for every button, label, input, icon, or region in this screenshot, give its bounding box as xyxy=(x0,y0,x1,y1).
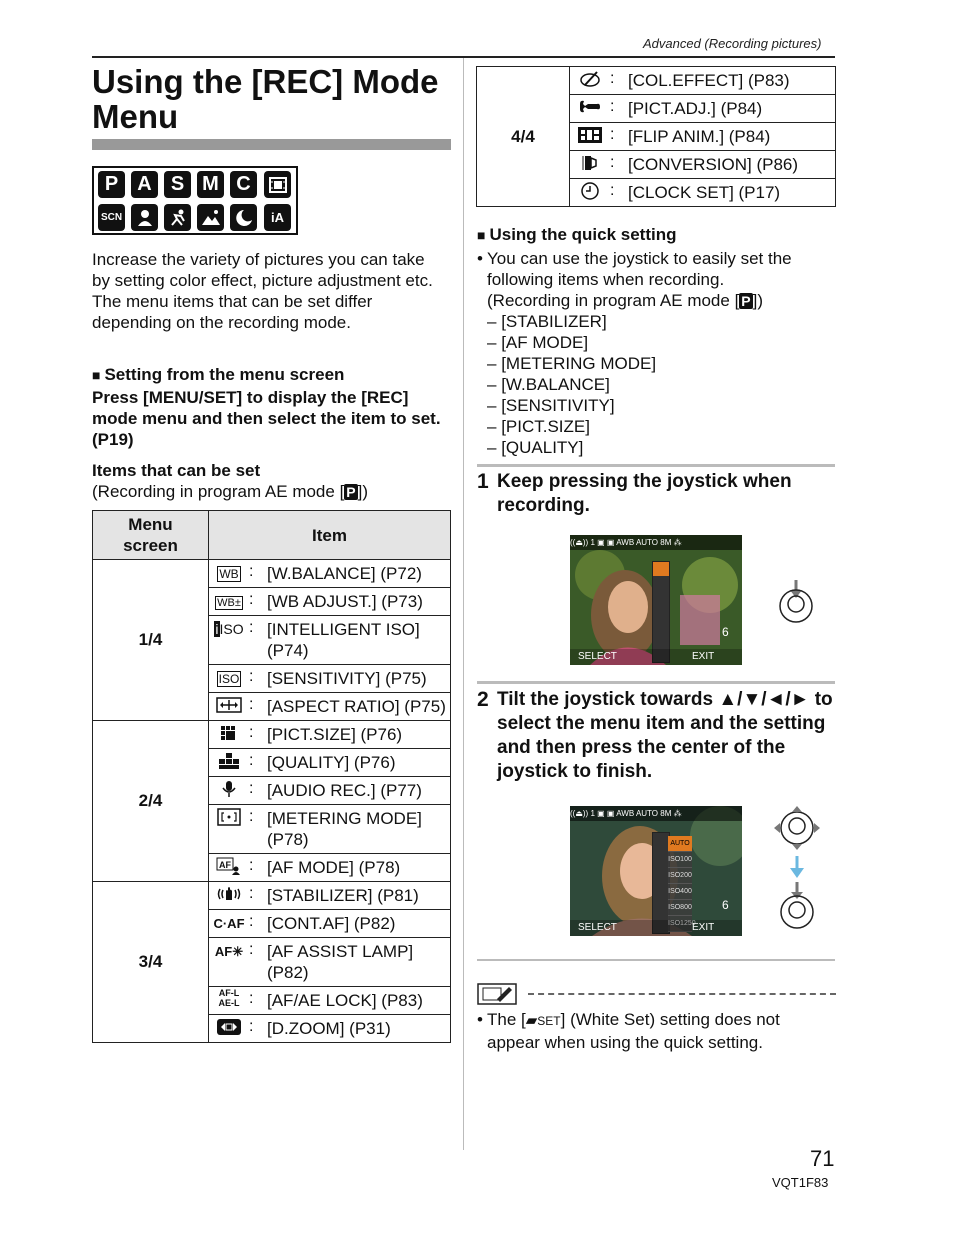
menu-item-label: [CLOCK SET] (P17) xyxy=(624,179,836,207)
page-number: 71 xyxy=(810,1146,835,1171)
table-row: 4/4 : [COL.EFFECT] (P83) xyxy=(477,67,836,95)
metering-icon xyxy=(209,805,250,854)
note-text: • The [▰SET] (White Set) setting does not appear when using the quick setting. xyxy=(477,1010,780,1052)
mode-s-icon: S xyxy=(164,171,191,198)
step-text: Keep pressing the joystick when recording. xyxy=(497,471,792,516)
menu-item-label: [CONVERSION] (P86) xyxy=(624,151,836,179)
select-hint: SELECT xyxy=(578,651,617,662)
menu-item-label: [AF/AE LOCK] (P83) xyxy=(263,987,451,1015)
lcd-top-status: ((⏏)) 1 ▣ ▣ AWB AUTO 8M ⁂ xyxy=(570,535,742,550)
scenery-icon xyxy=(197,204,224,231)
pict-size-icon xyxy=(209,721,250,749)
menu-item-label: [INTELLIGENT ISO] (P74) xyxy=(263,616,451,665)
menu-section-heading: ■ Setting from the menu screen xyxy=(92,365,345,384)
table-row: 1/4 WB : [W.BALANCE] (P72) xyxy=(93,560,451,588)
af-assist-icon: AF✳ xyxy=(209,938,250,987)
table-row: ISO : [SENSITIVITY] (P75) xyxy=(93,665,451,693)
list-item: ISO800 xyxy=(668,900,692,916)
joystick-tilt-icon xyxy=(772,804,822,932)
menu-item-label: [PICT.SIZE] (P76) xyxy=(263,721,451,749)
stabilizer-icon xyxy=(209,882,250,910)
document-code: VQT1F83 xyxy=(772,1175,829,1190)
note-dashed-rule xyxy=(528,993,836,995)
quick-setting-list xyxy=(477,311,832,458)
wb-adjust-icon: WB± xyxy=(209,588,250,616)
menu-instruction: Press [MENU/SET] to display the [REC] mode menu and then select the item to set. (P19) xyxy=(92,388,441,449)
menu-item-label: [ASPECT RATIO] (P75) xyxy=(263,693,451,721)
program-ae-note: (Recording in program AE mode [ P ]) xyxy=(92,482,369,501)
list-item: AUTO xyxy=(668,836,692,852)
menu-item-label: [AF ASSIST LAMP] (P82) xyxy=(263,938,451,987)
sports-icon xyxy=(164,204,191,231)
list-item: ISO400 xyxy=(668,884,692,900)
af-ae-lock-icon: AF-L AE-L xyxy=(209,987,250,1015)
lcd-screenshot-2 xyxy=(570,806,742,936)
table-row: WB± : [WB ADJUST.] (P73) xyxy=(93,588,451,616)
list-item: ISO100 xyxy=(668,852,692,868)
menu-item-label: [FLIP ANIM.] (P84) xyxy=(624,123,836,151)
column-header-item: Item xyxy=(209,511,451,560)
table-row: : [FLIP ANIM.] (P84) xyxy=(477,123,836,151)
title-underline xyxy=(92,139,451,150)
note-icon xyxy=(477,983,517,1005)
table-row: : [QUALITY] (P76) xyxy=(93,749,451,777)
quick-menu-strip xyxy=(652,561,670,663)
menu-screen-2-4: 2/4 xyxy=(93,721,209,882)
table-row: : [CLOCK SET] (P17) xyxy=(477,179,836,207)
color-effect-icon xyxy=(570,67,611,95)
column-divider xyxy=(463,58,464,1150)
mode-a-icon: A xyxy=(131,171,158,198)
menu-item-label: [METERING MODE] (P78) xyxy=(263,805,451,854)
mode-m-icon: M xyxy=(197,171,224,198)
column-header-screen: Menu screen xyxy=(93,511,209,560)
wb-icon: WB xyxy=(209,560,250,588)
mode-c-icon: C xyxy=(230,171,257,198)
section-header: Advanced (Recording pictures) xyxy=(643,36,822,51)
menu-screen-4-4: 4/4 xyxy=(477,67,570,207)
list-item: – [QUALITY] xyxy=(487,438,584,457)
aspect-ratio-icon xyxy=(209,693,250,721)
scn-icon: SCN xyxy=(98,204,125,231)
lcd-bottom-bar xyxy=(570,920,742,936)
lcd-top-status: ((⏏)) 1 ▣ ▣ AWB AUTO 8M ⁂ xyxy=(570,806,742,821)
step-number: 1 xyxy=(477,470,489,493)
lcd-bottom-bar xyxy=(570,649,742,665)
list-item: – [PICT.SIZE] xyxy=(487,417,590,436)
menu-item-label: [AF MODE] (P78) xyxy=(263,854,451,882)
wrench-icon xyxy=(570,95,611,123)
af-mode-icon xyxy=(209,854,250,882)
menu-items-table xyxy=(92,510,451,1043)
list-item: ISO200 xyxy=(668,868,692,884)
list-item: – [SENSITIVITY] xyxy=(487,396,615,415)
table-row: : [D.ZOOM] (P31) xyxy=(93,1015,451,1043)
digital-zoom-icon xyxy=(209,1015,250,1043)
menu-item-label: [D.ZOOM] (P31) xyxy=(263,1015,451,1043)
table-row: iISO : [INTELLIGENT ISO] (P74) xyxy=(93,616,451,665)
step-divider xyxy=(477,464,835,467)
list-item: – [W.BALANCE] xyxy=(487,375,610,394)
list-item: – [AF MODE] xyxy=(487,333,589,352)
table-row: 2/4 : [PICT.SIZE] (P76) xyxy=(93,721,451,749)
quality-icon xyxy=(209,749,250,777)
menu-item-label: [CONT.AF] (P82) xyxy=(263,910,451,938)
menu-screen-3-4: 3/4 xyxy=(93,882,209,1043)
menu-items-table-continued xyxy=(476,66,836,207)
menu-item-label: [AUDIO REC.] (P77) xyxy=(263,777,451,805)
svg-text:AF: AF xyxy=(219,860,231,870)
list-item: – [STABILIZER] xyxy=(487,312,607,331)
menu-screen-1-4: 1/4 xyxy=(93,560,209,721)
intelligent-iso-icon: iISO xyxy=(209,616,250,665)
table-row: 3/4 : [STABILIZER] (P81) xyxy=(93,882,451,910)
table-row: : [CONVERSION] (P86) xyxy=(477,151,836,179)
conversion-lens-icon xyxy=(570,151,611,179)
table-row: C·AF : [CONT.AF] (P82) xyxy=(93,910,451,938)
table-row: : [METERING MODE] (P78) xyxy=(93,805,451,854)
step-divider xyxy=(477,681,835,684)
joystick-press-icon xyxy=(778,578,814,624)
table-row: : [AUDIO REC.] (P77) xyxy=(93,777,451,805)
microphone-icon xyxy=(209,777,250,805)
menu-item-label: [WB ADJUST.] (P73) xyxy=(263,588,451,616)
motion-picture-icon xyxy=(264,171,291,198)
night-portrait-icon xyxy=(230,204,257,231)
exit-hint: EXIT xyxy=(692,651,715,662)
menu-item-label: [COL.EFFECT] (P83) xyxy=(624,67,836,95)
iso-icon: ISO xyxy=(209,665,250,693)
clock-icon xyxy=(570,179,611,207)
table-row: : [PICT.ADJ.] (P84) xyxy=(477,95,836,123)
menu-item-label: [SENSITIVITY] (P75) xyxy=(263,665,451,693)
portrait-icon xyxy=(131,204,158,231)
white-balance-options xyxy=(668,836,696,932)
quick-setting-heading: ■ Using the quick setting xyxy=(477,225,677,244)
step-text: Tilt the joystick towards ▲/▼/◄/► to select the menu item and the setting and then press the center of the joystick to finish. xyxy=(497,689,833,782)
items-heading: Items that can be set xyxy=(92,461,261,480)
table-row: AF : [AF MODE] (P78) xyxy=(93,854,451,882)
exit-hint: EXIT xyxy=(692,922,715,933)
menu-item-label: [W.BALANCE] (P72) xyxy=(263,560,451,588)
select-hint: SELECT xyxy=(578,922,617,933)
note-divider xyxy=(477,959,835,961)
shot-count: 6 xyxy=(722,625,729,639)
flip-anim-icon xyxy=(570,123,611,151)
white-set-icon: ▰SET xyxy=(525,1012,561,1029)
program-mode-p-icon: P xyxy=(741,293,751,309)
mode-p-icon: P xyxy=(98,171,125,198)
quick-setting-description: • You can use the joystick to easily set the following items when recording. (Recording in program AE mode [ P ]) – [STABILIZER] – [AF MODE] – [METERING MODE] – [W.BALANCE] – [SENSITIVITY] – [PICT.SIZE] – [QUALITY] xyxy=(477,248,832,458)
cont-af-icon: C·AF xyxy=(209,910,250,938)
step-number: 2 xyxy=(477,688,489,711)
page-title: Using the [REC] Mode Menu xyxy=(92,63,439,135)
list-item: – [METERING MODE] xyxy=(487,354,657,373)
intelligent-auto-icon: iA xyxy=(264,204,291,231)
menu-item-label: [QUALITY] (P76) xyxy=(263,749,451,777)
lcd-screenshot-1 xyxy=(570,535,742,665)
menu-item-label: [STABILIZER] (P81) xyxy=(263,882,451,910)
applicable-modes-box xyxy=(92,166,298,235)
list-item: ISO1250 xyxy=(668,916,692,932)
table-row: : [ASPECT RATIO] (P75) xyxy=(93,693,451,721)
table-row: AF-L AE-L : [AF/AE LOCK] (P83) xyxy=(93,987,451,1015)
program-mode-p-icon: P xyxy=(346,484,356,500)
menu-item-label: [PICT.ADJ.] (P84) xyxy=(624,95,836,123)
intro-paragraph: Increase the variety of pictures you can take by setting color effect, picture adjustment etc. The menu items that can be set differ depending on the recording mode. xyxy=(92,250,433,332)
table-row: AF✳ : [AF ASSIST LAMP] (P82) xyxy=(93,938,451,987)
shot-count: 6 xyxy=(722,898,729,912)
